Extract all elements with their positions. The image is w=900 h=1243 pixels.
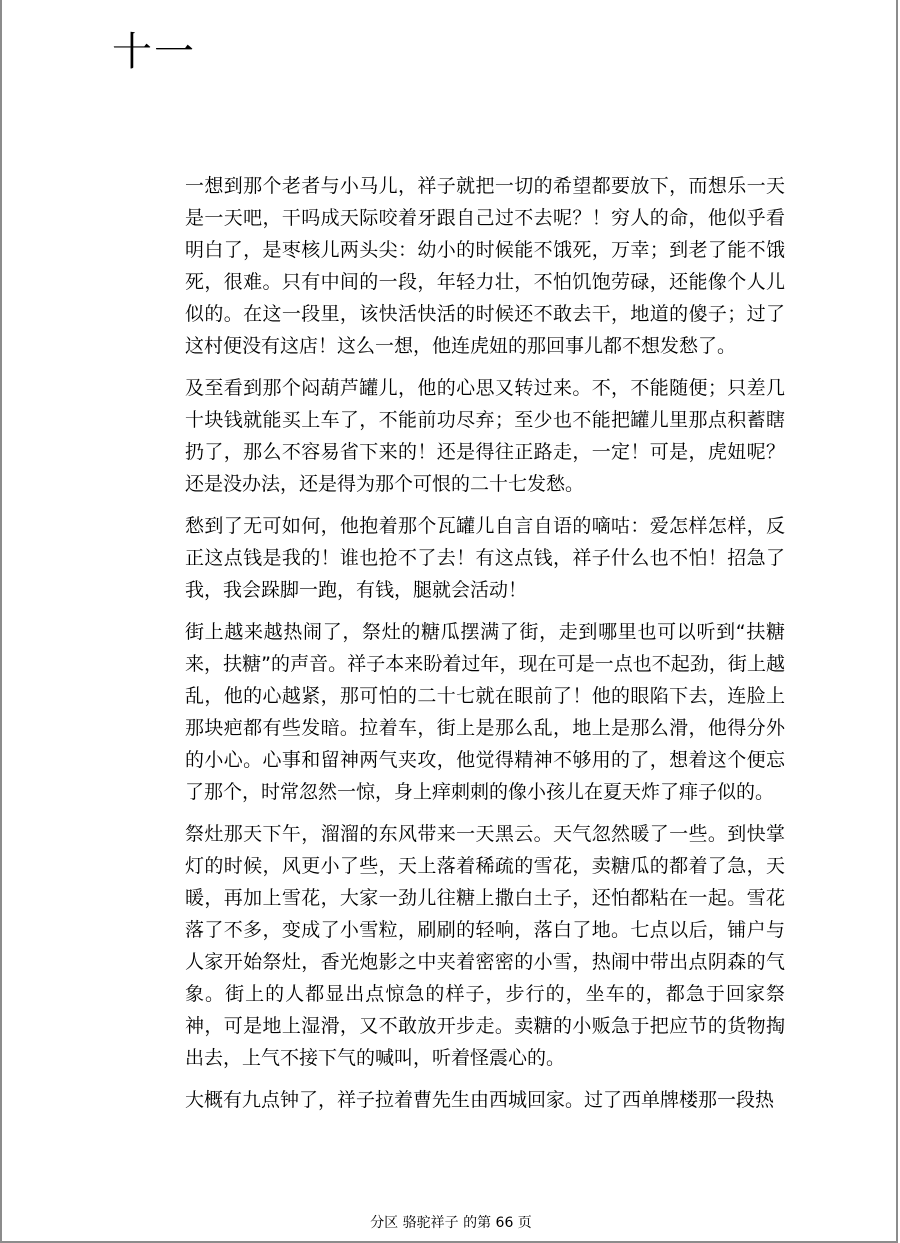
paragraph: 祭灶那天下午，溜溜的东风带来一天黑云。天气忽然暖了一些。到快掌灯的时候，风更小了些，天上落着稀疏的雪花，卖糖瓜的都着了急，天暖，再加上雪花，大家一劲儿往糖上撒白土子，还怕都粘在一起。雪花落了不多，变成了小雪粒，刷刷的轻响，落白了地。七点以后，铺户与人家开始祭灶，香光炮影之中夹着密密的小雪，热闹中带出点阴森的气象。街上的人都显出点惊急的样子，步行的，坐车的，都急于回家祭神，可是地上湿滑，又不敢放开步走。卖糖的小贩急于把应节的货物掏出去，上气不接下气的喊叫，听着怪震心的。	[185, 823, 785, 1069]
chapter-body	[185, 170, 785, 1126]
paragraph: 及至看到那个闷葫芦罐儿，他的心思又转过来。不，不能随便；只差几十块钱就能买上车了，不能前功尽弃；至少也不能把罐儿里那点积蓄瞎扔了，那么不容易省下来的！还是得往正路走，一定！可是，虎妞呢？还是没办法，还是得为那个可恨的二十七发愁。	[185, 377, 785, 495]
paragraph: 街上越来越热闹了，祭灶的糖瓜摆满了街，走到哪里也可以听到“扶糖来，扶糖”的声音。祥子本来盼着过年，现在可是一点也不起劲，街上越乱，他的心越紧，那可怕的二十七就在眼前了！他的眼陷下去，连脸上那块疤都有些发暗。拉着车，街上是那么乱，地上是那么滑，他得分外的小心。心事和留神两气夹攻，他觉得精神不够用的了，想着这个便忘了那个，时常忽然一惊，身上痒刺刺的像小孩儿在夏天炸了痱子似的。	[185, 621, 785, 803]
chapter-title: 十一	[112, 29, 196, 75]
page-footer: 分区 骆驼祥子 的第 66 页	[370, 1215, 532, 1231]
paragraph: 大概有九点钟了，祥子拉着曹先生由西城回家。过了西单牌楼那一段热	[185, 1089, 775, 1111]
paragraph: 一想到那个老者与小马儿，祥子就把一切的希望都要放下，而想乐一天是一天吧，干吗成天际咬着牙跟自己过不去呢？！穷人的命，他似乎看明白了，是枣核儿两头尖：幼小的时候能不饿死，万幸；到老了能不饿死，很难。只有中间的一段，年轻力壮，不怕饥饱劳碌，还能像个人儿似的。在这一段里，该快活快活的时候还不敢去干，地道的傻子；过了这村便没有这店！这么一想，他连虎妞的那回事儿都不想发愁了。	[185, 175, 785, 357]
paragraph: 愁到了无可如何，他抱着那个瓦罐儿自言自语的嘀咕：爱怎样怎样，反正这点钱是我的！谁也抢不了去！有这点钱，祥子什么也不怕！招急了我，我会跺脚一跑，有钱，腿就会活动！	[185, 515, 785, 601]
